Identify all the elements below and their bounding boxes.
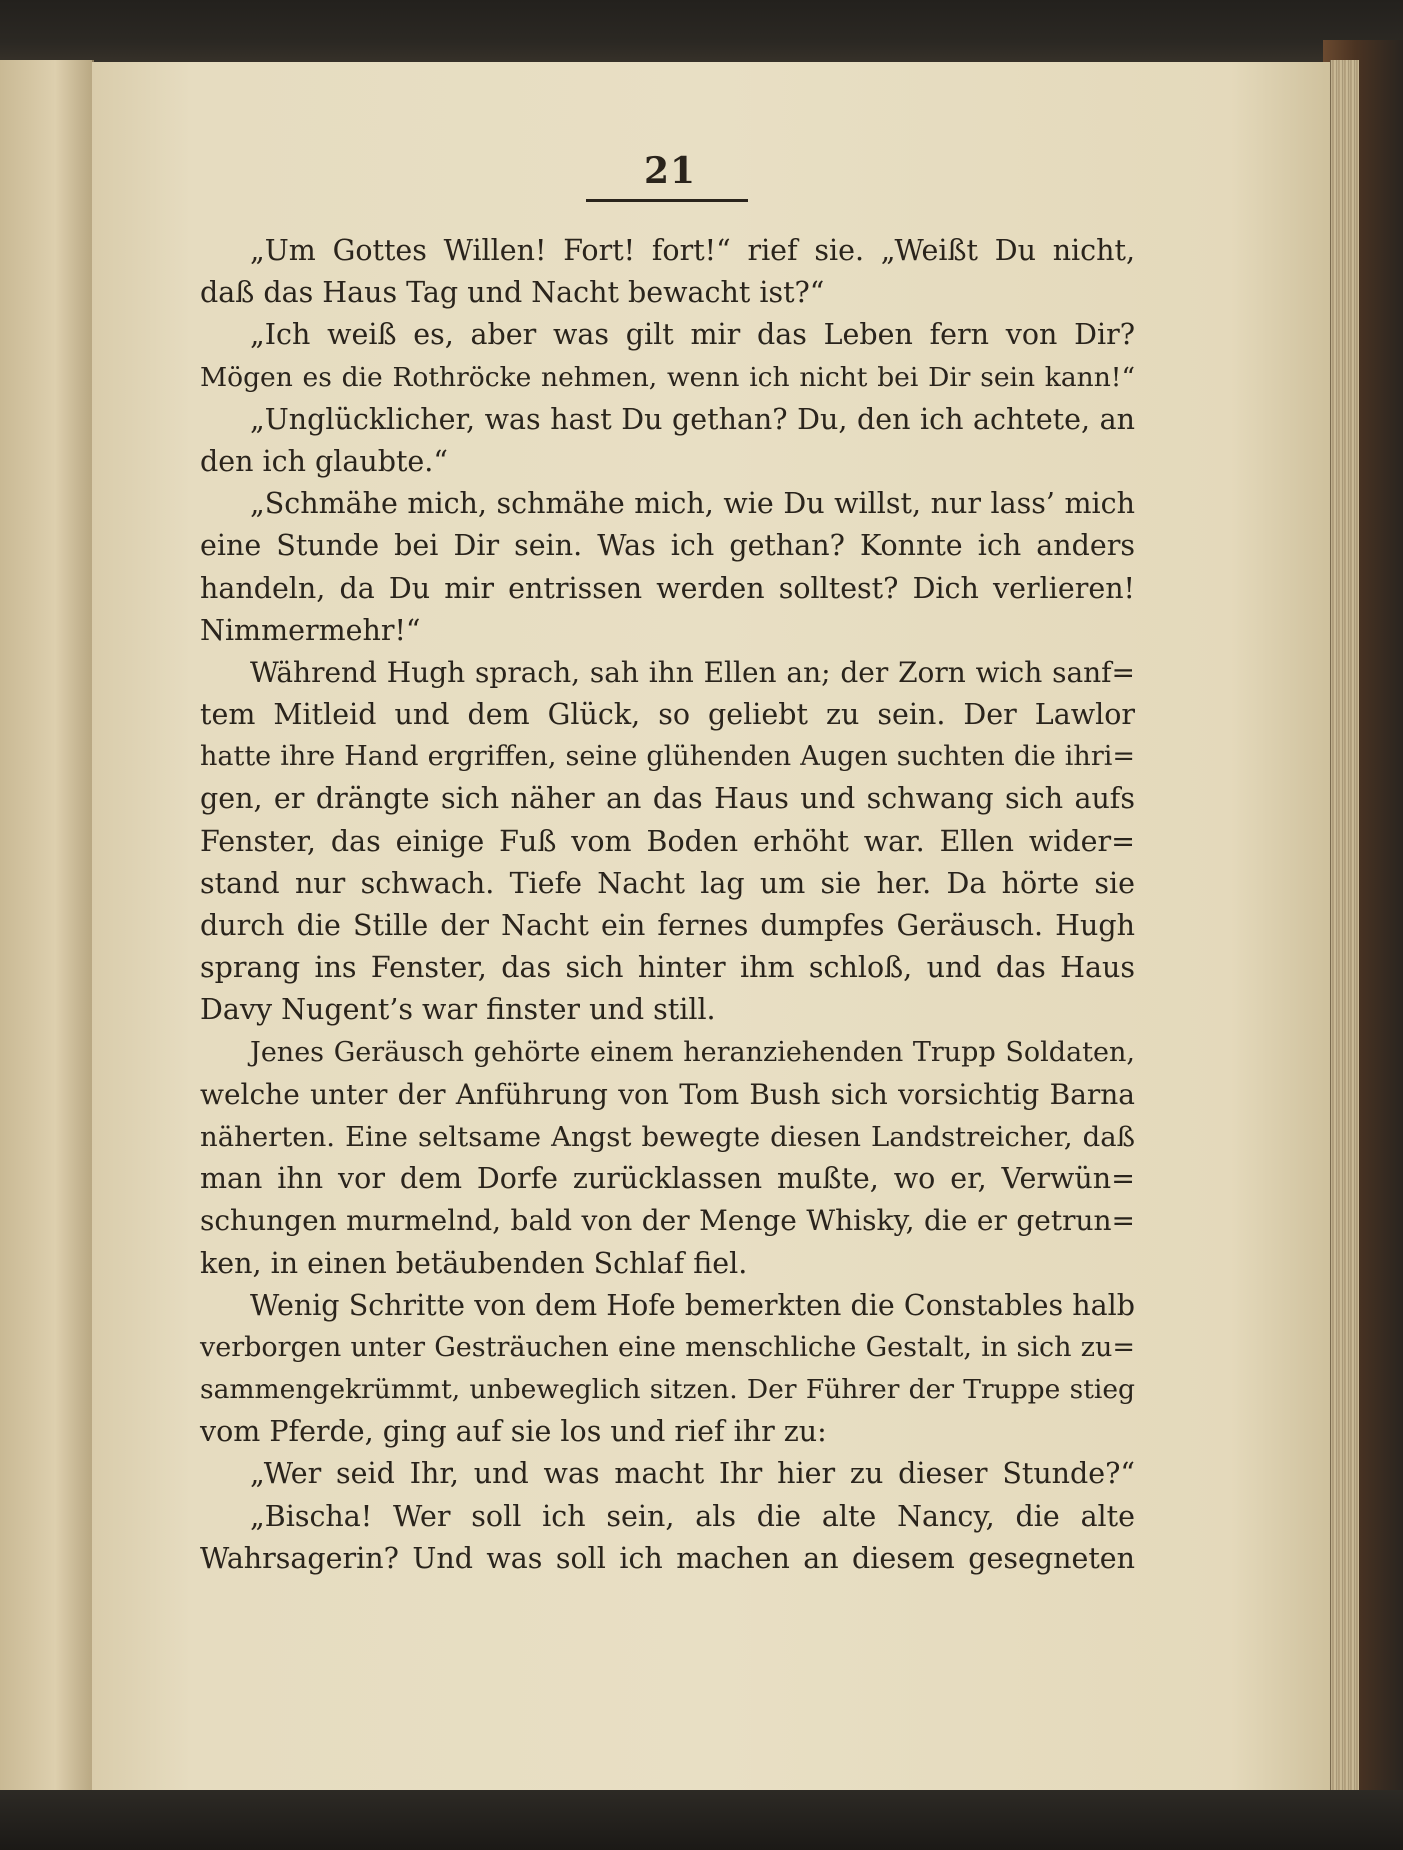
text-line: „Bischa! Wer soll ich sein, als die alte Nancy, die alte bbox=[250, 1499, 1135, 1533]
text-line: ken, in einen betäubenden Schlaf fiel. bbox=[200, 1246, 748, 1280]
text-line: „Wer seid Ihr, und was macht Ihr hier zu dieser Stunde?“ bbox=[250, 1457, 1135, 1491]
text-line: gen, er drängte sich näher an das Haus und schwang sich aufs bbox=[200, 782, 1135, 816]
text-line: stand nur schwach. Tiefe Nacht lag um sie her. Da hörte sie bbox=[200, 866, 1135, 900]
text-line: schungen murmelnd, bald von der Menge Whisky, die er getrun= bbox=[200, 1204, 1135, 1238]
book-cover-top bbox=[0, 0, 1403, 70]
text-line: eine Stunde bei Dir sein. Was ich gethan? Konnte ich anders bbox=[200, 529, 1135, 563]
text-line: Fenster, das einige Fuß vom Boden erhöht war. Ellen wider= bbox=[200, 824, 1135, 858]
text-line: sprang ins Fenster, das sich hinter ihm schloß, und das Haus bbox=[200, 951, 1135, 985]
text-line: näherten. Eine seltsame Angst bewegte diesen Landstreicher, daß bbox=[200, 1120, 1135, 1153]
text-line: durch die Stille der Nacht ein fernes dumpfes Geräusch. Hugh bbox=[200, 909, 1135, 942]
text-line: sammengekrümmt, unbeweglich sitzen. Der Führer der Truppe stieg bbox=[200, 1374, 1135, 1406]
page-number-rule bbox=[586, 199, 748, 202]
text-line: Wenig Schritte von dem Hofe bemerkten die Constables halb bbox=[250, 1288, 1135, 1322]
background-bottom bbox=[0, 1790, 1403, 1850]
page-number: 21 bbox=[643, 150, 697, 192]
text-line: Davy Nugent’s war finster und still. bbox=[200, 993, 716, 1027]
text-line: „Ich weiß es, aber was gilt mir das Leben fern von Dir? bbox=[250, 318, 1135, 352]
text-line: vom Pferde, ging auf sie los und rief ihr zu: bbox=[200, 1415, 827, 1449]
text-line: Während Hugh sprach, sah ihn Ellen an; der Zorn wich sanf= bbox=[250, 655, 1135, 689]
text-line: tem Mitleid und dem Glück, so geliebt zu sein. Der Lawlor bbox=[200, 698, 1135, 732]
text-line: hatte ihre Hand ergriffen, seine glühenden Augen suchten die ihri= bbox=[200, 741, 1135, 773]
text-line: „Schmähe mich, schmähe mich, wie Du willst, nur lass’ mich bbox=[250, 487, 1135, 521]
text-line: welche unter der Anführung von Tom Bush sich vorsichtig Barna bbox=[200, 1077, 1135, 1111]
text-line: daß das Haus Tag und Nacht bewacht ist?“ bbox=[200, 276, 825, 310]
text-line: Wahrsagerin? Und was soll ich machen an diesem gesegneten bbox=[200, 1541, 1135, 1575]
text-line: verborgen unter Gesträuchen eine menschliche Gestalt, in sich zu= bbox=[200, 1331, 1135, 1363]
page-edges bbox=[1330, 60, 1359, 1790]
text-line: den ich glaubte.“ bbox=[200, 444, 448, 478]
text-line: Nimmermehr!“ bbox=[200, 613, 421, 647]
page-body-text bbox=[200, 230, 1135, 1580]
text-line: Mögen es die Rothröcke nehmen, wenn ich nicht bei Dir sein kann!“ bbox=[200, 361, 1135, 393]
text-line: man ihn vor dem Dorfe zurücklassen mußte, wo er, Verwün= bbox=[200, 1162, 1135, 1196]
text-line: „Um Gottes Willen! Fort! fort!“ rief sie. „Weißt Du nicht, bbox=[250, 234, 1135, 267]
text-line: „Unglücklicher, was hast Du gethan? Du, den ich achtete, an bbox=[250, 402, 1135, 436]
text-line: Jenes Geräusch gehörte einem heranziehenden Trupp Soldaten, bbox=[250, 1036, 1135, 1068]
text-line: handeln, da Du mir entrissen werden solltest? Dich verlieren! bbox=[200, 571, 1135, 605]
facing-page-edge bbox=[0, 60, 94, 1790]
